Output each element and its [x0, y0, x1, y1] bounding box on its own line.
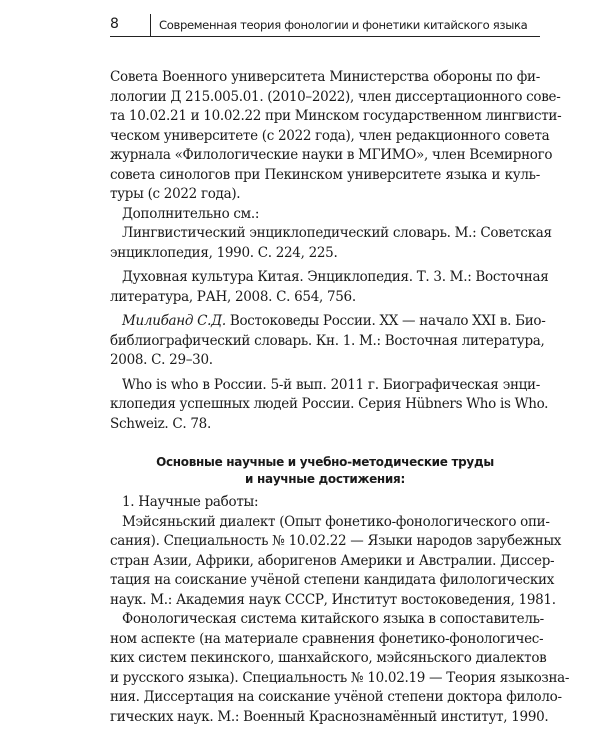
heading-line: Основные научные и учебно-методические труды [156, 455, 494, 469]
works-section-label: 1. Научные работы: [122, 494, 259, 510]
text-line: Мэйсяньский диалект (Опыт фонетико-фонологического опи- [122, 513, 550, 530]
text-line: Фонологическая система китайского языка в сопоставитель- [122, 611, 544, 627]
text-line: ких систем пекинского, шанхайского, мэйсяньского диалектов [110, 650, 547, 666]
reference-3 [110, 312, 546, 371]
running-title: Современная теория фонологии и фонетики китайского языка [159, 18, 528, 32]
page-body [110, 68, 570, 727]
text-line: Who is who в России. 5-й вып. 2011 г. Биографическая энци- [122, 376, 540, 393]
text-line: энциклопедия, 1990. С. 224, 225. [110, 244, 338, 261]
reference-title-start: Востоковеды России. XX — начало XXI в. Био- [225, 313, 546, 329]
text-line: ном аспекте (на материале сравнения фонетико-фонологичес- [110, 630, 544, 647]
spacer [110, 434, 540, 454]
text-line: лологии Д 215.005.01. (2010–2022), член диссертационного сове- [110, 88, 561, 105]
text-line: туры (с 2022 года). [110, 186, 241, 202]
see-also-label: Дополнительно см.: [122, 205, 260, 222]
text-line: библиографический словарь. Кн. 1. М.: Восточная литература, [110, 332, 545, 349]
text-line: гических наук. М.: Военный Краснознамённый институт, 1990. [110, 708, 549, 725]
text-line: совета синологов при Пекинском университете языка и куль- [110, 166, 540, 183]
work-item-1 [110, 513, 562, 611]
text-line: Лингвистический энциклопедический словарь. М.: Советская [122, 225, 552, 241]
text-line: сания). Специальность № 10.02.22 — Языки народов зарубежных [110, 533, 562, 549]
reference-author: Милибанд С.Д. [122, 313, 226, 329]
header-divider [150, 14, 151, 36]
text-line: ния. Диссертация на соискание учёной степени доктора филоло- [110, 689, 562, 705]
paragraph-intro [110, 68, 562, 205]
text-line: и русского языка). Специальность № 10.02.19 — Теория языкозна- [110, 669, 570, 686]
work-item-2 [110, 610, 570, 727]
reference-1 [110, 224, 552, 263]
section-heading [110, 454, 540, 488]
text-line: литература, РАН, 2008. С. 654, 756. [110, 288, 356, 305]
heading-line: и научные достижения: [245, 472, 405, 486]
text-line: та 10.02.21 и 10.02.22 при Минском государственном лингвисти- [110, 108, 562, 124]
reference-4 [110, 376, 549, 435]
text-line: ческом университете (с 2022 года), член редакционного совета [110, 127, 550, 144]
text-line [110, 312, 546, 332]
text-line: клопедия успешных людей России. Серия Hübners Who is Who. [110, 396, 549, 412]
running-header [110, 12, 540, 37]
text-line: тация на соискание учёной степени кандидата филологических [110, 572, 555, 588]
text-line: Духовная культура Китая. Энциклопедия. Т. 3. М.: Восточная [122, 269, 549, 285]
text-line: Совета Военного университета Министерства обороны по фи- [110, 69, 540, 85]
text-line: журнала «Филологические науки в МГИМО», член Всемирного [110, 147, 553, 163]
text-line: Schweiz. С. 78. [110, 415, 211, 432]
text-line: стран Азии, Африки, аборигенов Америки и Австралии. Диссер- [110, 552, 555, 569]
reference-2 [110, 268, 549, 307]
page-number: 8 [110, 16, 119, 32]
text-line: 2008. С. 29–30. [110, 352, 213, 368]
text-line: наук. М.: Академия наук СССР, Институт востоковедения, 1981. [110, 591, 556, 608]
